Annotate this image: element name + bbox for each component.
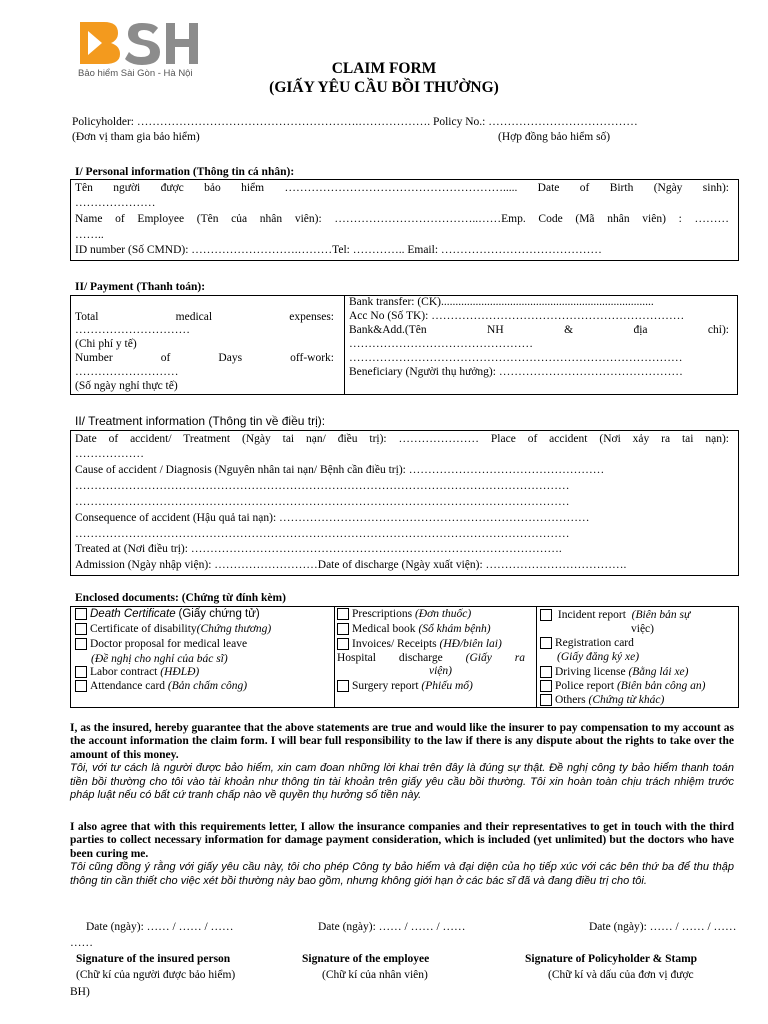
doc-labor-contract[interactable]: Labor contract (HĐLĐ)	[75, 666, 199, 678]
bank-address-field[interactable]: …………………………………………	[349, 338, 533, 350]
doc-doctor-proposal-vi: (Đề nghị cho nghỉ của bác sĩ)	[91, 653, 228, 665]
employee-name-field[interactable]: Name of Employee (Tên của nhân viên): ………………………………..……Emp. Code (Mã nhân viên) : ………	[75, 213, 729, 225]
declaration-en: I, as the insured, hereby guarantee that the above statements are true and would like the insurer to pay compensation to my account as the account information the claim form. I will bear full responsibility to the law if there is any dispute about the rights to take over the amount of this money.	[70, 722, 734, 761]
payment-box	[70, 295, 738, 395]
cause-line-2[interactable]: …………………………………………………………………………………………………………………	[75, 480, 570, 492]
doc-disability[interactable]: Certificate of disability(Chứng thương)	[75, 623, 271, 635]
agreement	[70, 821, 734, 888]
documents-box	[70, 606, 739, 708]
personal-heading: I/ Personal information (Thông tin cá nhân):	[75, 166, 295, 178]
checkbox[interactable]	[540, 666, 552, 678]
insured-name-field[interactable]: Tên người được bảo hiểm …………………………………………………..... Date of Birth (Ngày sinh):	[75, 182, 729, 194]
logo-tagline: Bảo hiểm Sài Gòn - Hà Nội	[78, 68, 193, 79]
cause-line-3[interactable]: …………………………………………………………………………………………………………………	[75, 496, 570, 508]
treated-at-field[interactable]: Treated at (Nơi điều trị): …………………………………………………………………………………….	[75, 543, 562, 555]
doc-death-certificate[interactable]: Death Certificate (Giấy chứng tử)	[75, 608, 260, 620]
bank-transfer-field[interactable]: Bank transfer: (CK)..........................................................................	[349, 296, 654, 308]
doc-surgery-report[interactable]: Surgery report (Phiếu mổ)	[337, 680, 473, 692]
doc-hospital-discharge[interactable]: Hospital discharge (Giấy ra	[337, 652, 525, 664]
checkbox[interactable]	[337, 638, 349, 650]
signature-holder-sub: (Chữ kí và dấu của đơn vị được	[548, 969, 694, 981]
date-policyholder[interactable]: Date (ngày): …… / …… / ……	[589, 921, 737, 933]
doc-medical-book[interactable]: Medical book (Sổ khám bệnh)	[337, 623, 491, 635]
policyholder-line: Policyholder: ………………………………………………….………………. Policy No.: …………………………………	[72, 116, 638, 128]
accident-date-place-field[interactable]: Date of accident/ Treatment (Ngày tai nạn/ điều trị): ………………… Place of accident (Nơi xảy ra tai nạn):	[75, 433, 729, 445]
doc-incident-report-vi2: việc)	[631, 623, 654, 635]
checkbox[interactable]	[540, 694, 552, 706]
doc-incident-report[interactable]: Incident report (Biên bản sự	[540, 609, 690, 621]
signature-insured-title: Signature of the insured person	[76, 953, 231, 965]
date-insured-cont[interactable]: ……	[70, 937, 93, 949]
checkbox[interactable]	[337, 680, 349, 692]
acc-no-field[interactable]: Acc No (Số TK): …………………………………………………………	[349, 310, 685, 322]
signature-holder-title: Signature of Policyholder & Stamp	[525, 953, 698, 965]
declaration-vi: Tôi, với tư cách là người được bảo hiểm, xin cam đoan những lời khai trên đây là đúng sự thật. Đề nghị công ty bảo hiểm thanh toán tiền bồi thường cho tôi vào tài khoản như thông tin tài khoản trên giấy yêu cầu bồi thường. Tôi xin hoàn toàn chịu trách nhiệm trước pháp luật nếu có bất cứ tranh chấp nào về quyền thụ hưởng số tiền này.	[70, 762, 734, 802]
treatment-heading: II/ Treatment information (Thông tin về điều trị):	[75, 414, 326, 428]
date-employee[interactable]: Date (ngày): …… / …… / ……	[318, 921, 466, 933]
policy-no-sub: (Hợp đồng bảo hiểm số)	[498, 131, 611, 143]
doc-registration-card-vi: (Giấy đăng ký xe)	[557, 651, 640, 663]
signature-insured-sub: (Chữ kí của người được bảo hiểm)	[76, 969, 236, 981]
consequence-field[interactable]: Consequence of accident (Hậu quả tai nạn): ………………………………………………………………………	[75, 512, 590, 524]
doc-registration-card[interactable]: Registration card	[540, 637, 634, 649]
checkbox[interactable]	[540, 637, 552, 649]
id-tel-email-field[interactable]: ID number (Số CMND): ……………………….………Tel: ………….. Email: ……………………………………	[75, 244, 602, 256]
form-title: CLAIM FORM	[331, 60, 437, 77]
admission-discharge-field[interactable]: Admission (Ngày nhập viện): ………………………Date of discharge (Ngày xuất viện): ……………………………….	[75, 559, 627, 571]
checkbox[interactable]	[75, 608, 87, 620]
total-expenses-label: Total medical expenses:	[75, 311, 334, 323]
doc-prescriptions[interactable]: Prescriptions (Đơn thuốc)	[337, 608, 471, 620]
doc-hospital-discharge-vi2: viện)	[429, 665, 452, 677]
agreement-en: I also agree that with this requirements letter, I allow the insurance companies and their representatives to get in touch with the third parties to collect necessary information for damage payment consideration, which is included (yet unlimited) but the doctors who have been curing me.	[70, 821, 734, 860]
checkbox[interactable]	[337, 623, 349, 635]
date-insured[interactable]: Date (ngày): …… / …… / ……	[86, 921, 234, 933]
signature-employee-sub: (Chữ kí của nhân viên)	[322, 969, 428, 981]
consequence-line-2[interactable]: …………………………………………………………………………………………………………………	[75, 528, 570, 540]
personal-box	[70, 179, 739, 261]
doc-driving-license[interactable]: Driving license (Bằng lái xe)	[540, 666, 689, 678]
doc-attendance-card[interactable]: Attendance card (Bản chấm công)	[75, 680, 247, 692]
days-off-vi: (Số ngày nghỉ thực tế)	[75, 380, 178, 392]
payment-heading: II/ Payment (Thanh toán):	[75, 281, 206, 293]
bsh-logo-mark	[78, 18, 202, 66]
checkbox[interactable]	[540, 680, 552, 692]
agreement-vi: Tôi cũng đồng ý rằng với giấy yêu cầu này, tôi cho phép Công ty bảo hiểm và đại diện của họ tiếp xúc với các bên thứ ba để thu thập thông tin cần thiết cho việc xét bồi thường này bao gồm, nhưng không giới hạn ở các bác sĩ đã và đang điều trị cho tôi.	[70, 861, 734, 887]
doc-others[interactable]: Others (Chứng từ khác)	[540, 694, 664, 706]
signature-employee-title: Signature of the employee	[302, 953, 430, 965]
checkbox[interactable]	[75, 638, 87, 650]
form-subtitle: (GIẤY YÊU CẦU BỒI THƯỜNG)	[269, 79, 499, 96]
declaration	[70, 722, 734, 802]
days-off-field[interactable]: ………………………	[75, 366, 179, 378]
doc-doctor-proposal[interactable]: Doctor proposal for medical leave	[75, 638, 247, 650]
cause-diagnosis-field[interactable]: Cause of accident / Diagnosis (Nguyên nhân tai nạn/ Bệnh cần điều trị): ……………………………………………	[75, 464, 605, 476]
policyholder-sub: (Đơn vị tham gia bảo hiểm)	[72, 131, 200, 143]
accident-place-cont[interactable]: ………………	[75, 448, 144, 460]
checkbox[interactable]	[337, 608, 349, 620]
checkbox[interactable]	[75, 680, 87, 692]
beneficiary-field[interactable]: Beneficiary (Người thụ hưởng): …………………………………………	[349, 366, 683, 378]
treatment-box	[70, 430, 739, 576]
checkbox[interactable]	[75, 666, 87, 678]
checkbox[interactable]	[75, 623, 87, 635]
payment-divider	[344, 296, 345, 394]
bank-address-label: Bank&Add.(Tên NH & địa chỉ):	[349, 324, 729, 336]
dob-field-cont[interactable]: …………………	[75, 197, 156, 209]
total-expenses-field[interactable]: …………………………	[75, 324, 190, 336]
doc-invoices[interactable]: Invoices/ Receipts (HĐ/biên lai)	[337, 638, 502, 650]
emp-code-field-cont[interactable]: ……..	[75, 229, 104, 241]
doc-police-report[interactable]: Police report (Biên bản công an)	[540, 680, 705, 692]
days-off-label: Number of Days off-work:	[75, 352, 334, 364]
documents-heading: Enclosed documents: (Chứng từ đính kèm)	[75, 592, 286, 604]
total-expenses-vi: (Chi phí y tế)	[75, 338, 137, 350]
checkbox[interactable]	[540, 609, 552, 621]
bank-address-field-2[interactable]: ……………………………………………………………………………	[349, 352, 683, 364]
signature-holder-sub-2: BH)	[70, 986, 90, 998]
